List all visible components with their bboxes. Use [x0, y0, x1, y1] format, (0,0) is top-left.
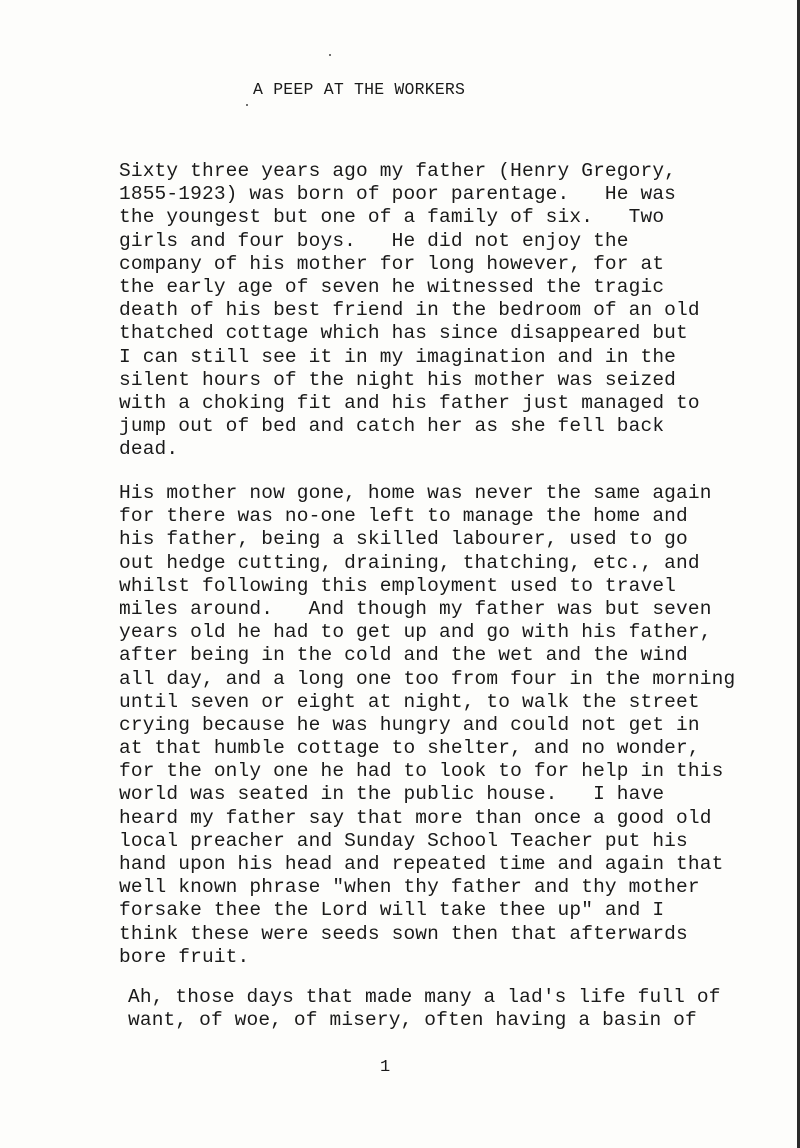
text-line: Sixty three years ago my father (Henry Gregory,	[119, 160, 677, 182]
text-line: his father, being a skilled labourer, used to go	[119, 528, 688, 551]
text-line: all day, and a long one too from four in the morning	[119, 667, 736, 690]
text-line: silent hours of the night his mother was seized	[119, 368, 677, 391]
text-line: miles around. And though my father was but seven	[119, 597, 712, 620]
paragraph-3	[128, 986, 768, 1032]
text-line: whilst following this employment used to travel	[119, 574, 677, 597]
text-line: with a choking fit and his father just managed to	[119, 391, 700, 414]
text-line: dead.	[119, 438, 179, 461]
text-line: bore fruit.	[119, 945, 250, 968]
text-line: at that humble cottage to shelter, and no wonder,	[119, 737, 700, 760]
paragraph-2	[119, 482, 759, 969]
text-line: 1855-1923) was born of poor parentage. He was	[119, 183, 677, 206]
text-line: until seven or eight at night, to walk the street	[119, 690, 700, 713]
text-line: thatched cottage which has since disappeared but	[119, 322, 688, 345]
text-line: company of his mother for long however, for at	[119, 252, 665, 275]
text-line: local preacher and Sunday School Teacher put his	[119, 829, 688, 852]
text-line: crying because he was hungry and could not get in	[119, 713, 700, 736]
text-line: Ah, those days that made many a lad's life full of	[128, 986, 721, 1008]
text-line: world was seated in the public house. I have	[119, 783, 665, 806]
document-title: A PEEP AT THE WORKERS	[253, 80, 466, 99]
text-line: after being in the cold and the wet and the wind	[119, 644, 688, 667]
text-line: for the only one he had to look to for help in this	[119, 760, 724, 783]
text-line: the early age of seven he witnessed the tragic	[119, 275, 665, 298]
text-line: for there was no-one left to manage the home and	[119, 505, 688, 528]
page-number: 1	[380, 1058, 391, 1077]
text-line: death of his best friend in the bedroom of an old	[119, 299, 700, 322]
text-line: well known phrase "when thy father and thy mother	[119, 876, 700, 899]
paper-speck	[329, 54, 331, 56]
text-line: think these were seeds sown then that afterwards	[119, 922, 688, 945]
text-line: I can still see it in my imagination and in the	[119, 345, 677, 368]
text-line: girls and four boys. He did not enjoy the	[119, 229, 629, 252]
text-line: years old he had to get up and go with his father,	[119, 621, 712, 644]
text-line: want, of woe, of misery, often having a basin of	[128, 1009, 697, 1032]
text-line: heard my father say that more than once a good old	[119, 806, 712, 829]
text-line: His mother now gone, home was never the same again	[119, 482, 712, 504]
text-line: out hedge cutting, draining, thatching, etc., and	[119, 551, 700, 574]
paper-speck	[246, 104, 248, 106]
text-line: the youngest but one of a family of six. Two	[119, 206, 665, 229]
text-line: jump out of bed and catch her as she fell back	[119, 415, 665, 438]
text-line: forsake thee the Lord will take thee up" and I	[119, 899, 665, 922]
text-line: hand upon his head and repeated time and again that	[119, 853, 724, 875]
paragraph-1	[119, 160, 759, 461]
